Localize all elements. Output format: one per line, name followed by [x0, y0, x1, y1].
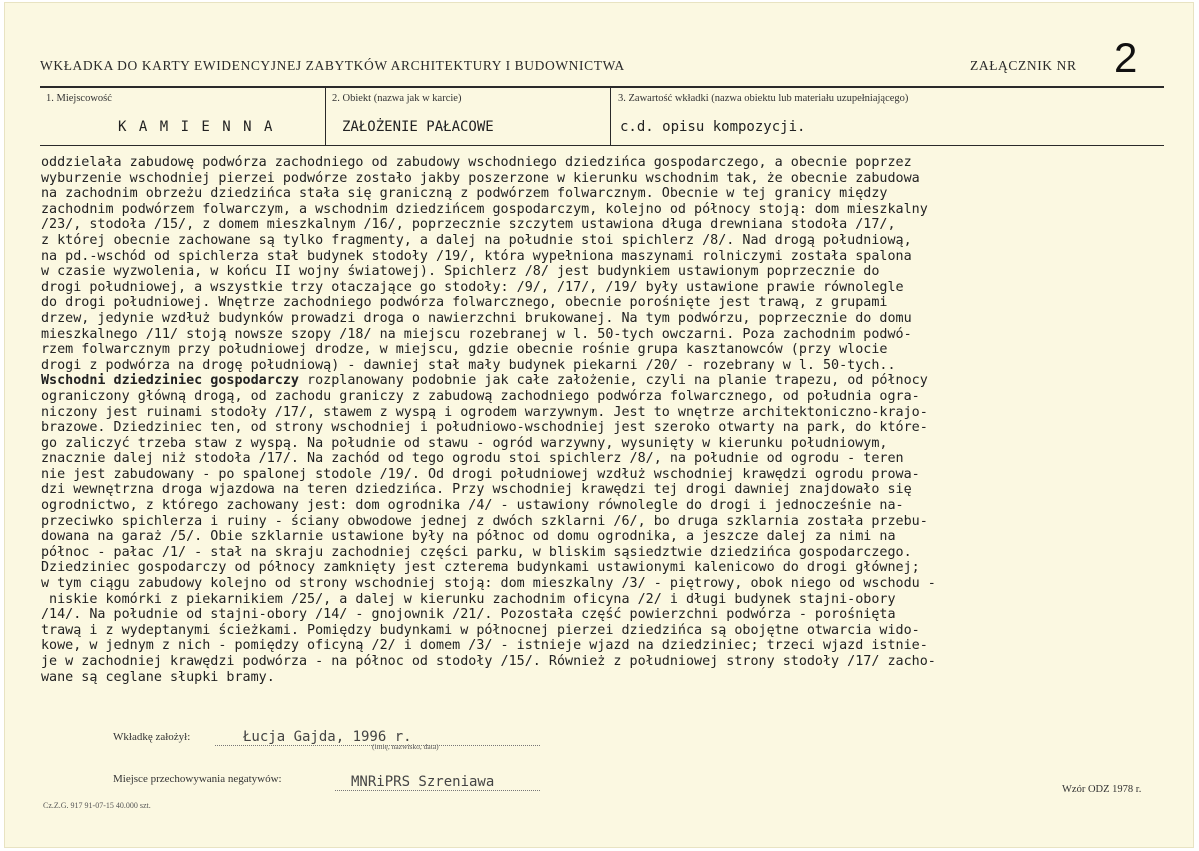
text-line: na zachodnim obrzeżu dziedzińca stała się graniczną z podwórzem folwarcznym. Obecnie w tej granicy między: [41, 186, 888, 202]
text-line: nie jest zabudowany - po spalonej stodole /19/. Od drogi południowej wzdłuż wschodniej krawędzi ogrodu prowa-: [41, 466, 920, 482]
text-line: Wschodni dziedziniec gospodarczy rozplanowany podobnie jak całe założenie, czyli na planie trapezu, od północy: [41, 373, 928, 389]
text-line: go zaliczyć trzeba staw z wyspą. Na południe od stawu - ogród warzywny, wysunięty w kierunku południowym,: [41, 435, 888, 451]
text-line: na pd.-wschód od spichlerza stał budynek stodoły /19/, która wypełniona maszynami rolniczymi została spalona: [41, 248, 912, 264]
text-line: /23/, stodoła /15/, z domem mieszkalnym /16/, poprzecznie szczytem ustawiona długa drewniana stodoła /17/,: [41, 217, 896, 233]
text-line: mieszkalnego /11/ stoją nowsze szopy /18/ na miejscu rozebranej w l. 50-tych owczarni. Poza zachodnim podwó-: [41, 326, 912, 342]
field-divider-1: [325, 88, 326, 145]
text-line: drzew, jedynie wzdłuż budynków prowadzi droga o nawierzchni brukowanej. Na tym podwórzu, poprzecznie do domu: [41, 310, 912, 326]
field-divider-2: [610, 88, 611, 145]
text-line: ograniczony główną drogą, od zachodu graniczy z zabudową zachodniego podwórza folwarcznego, od południa ogra-: [41, 388, 920, 404]
description-text: [41, 155, 1161, 685]
form-title: WKŁADKA DO KARTY EWIDENCYJNEJ ZABYTKÓW ARCHITEKTURY I BUDOWNICTWA: [40, 58, 625, 73]
text-line: do drogi południowej. Wnętrze zachodniego podwórza folwarcznego, obecnie porośnięte jest trawą, z grupami: [41, 295, 888, 311]
text-line: niczony jest ruinami stodoły /17/, stawem z wyspą i ogrodem warzywnym. Jest to wnętrze architektoniczno-krajo-: [41, 404, 928, 420]
text-line: drogi południowej, a wszystkie trzy otaczające go stodoły: /9/, /17/, /19/ były ustawione prawie równolegle: [41, 279, 904, 295]
bold-phrase: Wschodni dziedziniec gospodarczy: [41, 373, 299, 389]
text-line: niskie komórki z piekarnikiem /25/, a dalej w kierunku zachodnim oficyna /2/ i długi budynek stajni-obory: [41, 591, 896, 607]
text-line: dzi wewnętrzna droga wjazdowa na teren dziedzińca. Przy wschodniej krawędzi tej drogi dawniej znajdowało się: [41, 482, 912, 498]
text-line: przeciwko spichlerza i ruiny - ściany obwodowe jednej z dwóch szklarni /6/, bo druga szklarnia została przebu-: [41, 513, 928, 529]
field-value-object: ZAŁOŻENIE PAŁACOWE: [342, 119, 494, 135]
text-line: wane są ceglane słupki bramy.: [41, 669, 275, 685]
field-label-locality: 1. Miejscowość: [46, 93, 112, 104]
attachment-number: 2: [1114, 34, 1138, 81]
text-line: brazowe. Dziedziniec ten, od strony wschodniej i południowo-wschodniej jest szeroko otwarty na park, do które-: [41, 420, 928, 436]
text-line: /14/. Na południe od stajni-obory /14/ - gnojownik /21/. Pozostała część powierzchni podwórza - porośnięta: [41, 607, 896, 623]
attachment-label: ZAŁĄCZNIK NR: [970, 58, 1077, 73]
field-label-object: 2. Obiekt (nazwa jak w karcie): [332, 93, 462, 104]
text-line: oddzielała zabudowę podwórza zachodniego od zabudowy wschodniego dziedzińca gospodarczego, a obecnie poprzez: [41, 155, 912, 170]
text-line: dowana na garaż /5/. Obie szklarnie ustawione były na północ od domu ogrodnika, a jeszcze dalej za nimi na: [41, 529, 896, 545]
text-line: rzem folwarcznym przy południowej drodze, w miejscu, gdzie obecnie rośnie grupa kasztanowców (przy wlocie: [41, 342, 888, 358]
text-line: kowe, w jednym z nich - pomiędzy oficyną /2/ i domem /3/ - istnieje wjazd na dziedziniec; trzeci wjazd istnie-: [41, 638, 928, 654]
made-by-hint: (imię, nazwisko, data): [372, 742, 439, 751]
text-line: trawą i z wydeptanymi ścieżkami. Pomiędzy budynkami w północnej pierzei dziedzińca są obojętne otwarcia wido-: [41, 622, 920, 638]
text-line: Dziedziniec gospodarczy od północy zamknięty jest czterema budynkami ustawionymi kalenicowo do drogi głównej;: [41, 560, 920, 576]
field-value-locality: K A M I E N N A: [118, 119, 275, 135]
negatives-label: Miejsce przechowywania negatywów:: [113, 773, 282, 785]
print-info: Cz.Z.G. 917 91-07-15 40.000 szt.: [43, 801, 151, 810]
made-by-value: Łucja Gajda, 1996 r.: [243, 729, 412, 745]
form-model: Wzór ODZ 1978 r.: [1062, 784, 1142, 795]
text-line: w czasie wyzwolenia, w końcu II wojny światowej). Spichlerz /8/ jest budynkiem ustawionym poprzecznie do: [41, 264, 880, 280]
text-line: drogi z podwórza na drogę południową) - dawniej stał mały budynek piekarni /20/ - rozebrany w l. 50-tych..: [41, 357, 896, 373]
negatives-value: MNRiPRS Szreniawa: [351, 774, 495, 790]
text-line: je w zachodniej krawędzi podwórza - na północ od stodoły /15/. Również z południowej strony stodoły /17/ zacho-: [41, 654, 936, 669]
field-value-contents: c.d. opisu kompozycji.: [620, 119, 806, 135]
made-by-label: Wkładkę założył:: [113, 731, 191, 743]
header-top-rule: [40, 86, 1164, 88]
header-bottom-rule: [40, 145, 1164, 146]
text-line: ogrodnictwo, z którego zachowany jest: dom ogrodnika /4/ - ustawiony równolegle do drogi i jednocześnie na-: [41, 498, 904, 514]
negatives-line: [335, 790, 540, 791]
text-line: zachodnim podwórzem folwarczym, a wschodnim dziedzińcem gospodarczym, kolejno od północy stoją: dom mieszkalny: [41, 201, 928, 217]
text-line: w tym ciągu zabudowy kolejno od strony wschodniej stoją: dom mieszkalny /3/ - piętrowy, obok niego od wschodu -: [41, 576, 936, 592]
field-label-contents: 3. Zawartość wkładki (nazwa obiektu lub materiału uzupełniającego): [618, 93, 909, 104]
text-line: z której obecnie zachowane są tylko fragmenty, a dalej na południe stoi spichlerz /8/. Nad drogą południową,: [41, 232, 912, 248]
text-line: północ - pałac /1/ - stał na skraju zachodniej części parku, w bliskim sąsiedztwie dziedzińca gospodarczego.: [41, 544, 912, 560]
text-line: znacznie dalej niż stodoła /17/. Na zachód od tego ogrodu stoi spichlerz /8/, na południe od ogrodu - teren: [41, 451, 904, 467]
text-line: wyburzenie wschodniej pierzei podwórze zostało jakby poszerzone w kierunku wschodnim tak, że obecnie zabudowa: [41, 170, 920, 186]
made-by-line: [215, 745, 540, 746]
